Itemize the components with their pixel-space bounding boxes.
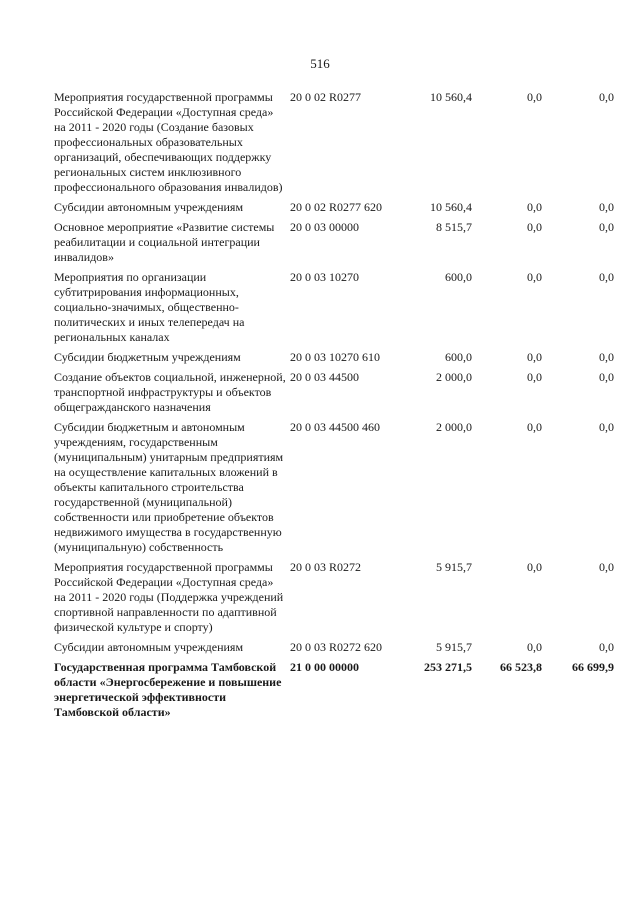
row-code: 20 0 03 10270 610: [290, 350, 380, 364]
row-code: 20 0 03 R0272: [290, 560, 362, 574]
row-amount-year-2: 0,0: [527, 420, 542, 434]
table-row: [54, 560, 614, 640]
row-code: 20 0 02 R0277 620: [290, 200, 383, 214]
row-amount-year-1: 2 000,0: [436, 370, 472, 384]
row-name: Мероприятия государственной программы Российской Федерации «Доступная среда» на 2011 - 2020 годы (Поддержка учреждений спортивной направленности по адаптивной физической культуре и спорту): [54, 560, 284, 634]
row-name: Субсидии автономным учреждениям: [54, 640, 244, 654]
row-amount-year-3: 66 699,9: [572, 660, 614, 674]
row-amount-year-3: 0,0: [599, 90, 614, 104]
row-amount-year-1: 8 515,7: [436, 220, 472, 234]
row-name: Субсидии автономным учреждениям: [54, 200, 244, 214]
row-amount-year-2: 0,0: [527, 370, 542, 384]
table-row: [54, 220, 614, 270]
row-code: 20 0 03 44500 460: [290, 420, 380, 434]
row-amount-year-3: 0,0: [599, 560, 614, 574]
row-amount-year-1: 10 560,4: [430, 200, 472, 214]
row-amount-year-3: 0,0: [599, 220, 614, 234]
row-amount-year-1: 253 271,5: [424, 660, 472, 674]
row-code: 20 0 03 R0272 620: [290, 640, 383, 654]
row-amount-year-2: 0,0: [527, 640, 542, 654]
row-name: Основное мероприятие «Развитие системы реабилитации и социальной интеграции инвалидов»: [54, 220, 275, 264]
row-amount-year-3: 0,0: [599, 640, 614, 654]
row-name: Субсидии бюджетным и автономным учреждениям, государственным (муниципальным) унитарным предприятиям на осуществление капитальных вложений в объекты капитального строительства государственной (муниципальной) собственности или приобретение объектов недвижимого имущества в государственную (муниципальную) собственность: [54, 420, 284, 554]
row-name: Субсидии бюджетным учреждениям: [54, 350, 241, 364]
row-amount-year-2: 0,0: [527, 560, 542, 574]
row-name: Создание объектов социальной, инженерной, транспортной инфраструктуры и объектов общегражданского назначения: [54, 370, 286, 414]
table-row-program-total: [54, 660, 614, 725]
row-amount-year-3: 0,0: [599, 200, 614, 214]
budget-table: [54, 90, 614, 725]
row-amount-year-1: 2 000,0: [436, 420, 472, 434]
row-amount-year-3: 0,0: [599, 420, 614, 434]
row-code: 20 0 02 R0277: [290, 90, 362, 104]
table-row: [54, 420, 614, 560]
table-row: [54, 270, 614, 350]
table-row: [54, 350, 614, 370]
table-row: [54, 640, 614, 660]
table-row: [54, 370, 614, 420]
row-amount-year-2: 0,0: [527, 350, 542, 364]
row-name: Мероприятия государственной программы Российской Федерации «Доступная среда» на 2011 - 2020 годы (Создание базовых профессиональных образовательных организаций, обеспечивающих поддержку региональных систем инклюзивного профессионального образования инвалидов): [54, 90, 283, 194]
row-amount-year-2: 0,0: [527, 270, 542, 284]
row-amount-year-1: 5 915,7: [436, 560, 472, 574]
row-amount-year-1: 10 560,4: [430, 90, 472, 104]
row-code: 20 0 03 00000: [290, 220, 359, 234]
table-row: [54, 90, 614, 200]
row-amount-year-2: 0,0: [527, 90, 542, 104]
row-name: Мероприятия по организации субтитрирования информационных, социально-значимых, общественно-политических и иных телепередач на региональных каналах: [54, 270, 245, 344]
row-amount-year-1: 5 915,7: [436, 640, 472, 654]
row-code: 20 0 03 44500: [290, 370, 359, 384]
row-code: 21 0 00 00000: [290, 660, 359, 674]
row-amount-year-2: 0,0: [527, 200, 542, 214]
row-amount-year-2: 66 523,8: [500, 660, 542, 674]
row-amount-year-3: 0,0: [599, 270, 614, 284]
row-amount-year-1: 600,0: [445, 350, 472, 364]
page-number: 516: [310, 56, 330, 71]
row-amount-year-1: 600,0: [445, 270, 472, 284]
table-row: [54, 200, 614, 220]
row-code: 20 0 03 10270: [290, 270, 359, 284]
row-amount-year-3: 0,0: [599, 350, 614, 364]
row-amount-year-3: 0,0: [599, 370, 614, 384]
row-name: Государственная программа Тамбовской области «Энергосбережение и повышение энергетической эффективности Тамбовской области»: [54, 660, 282, 719]
row-amount-year-2: 0,0: [527, 220, 542, 234]
